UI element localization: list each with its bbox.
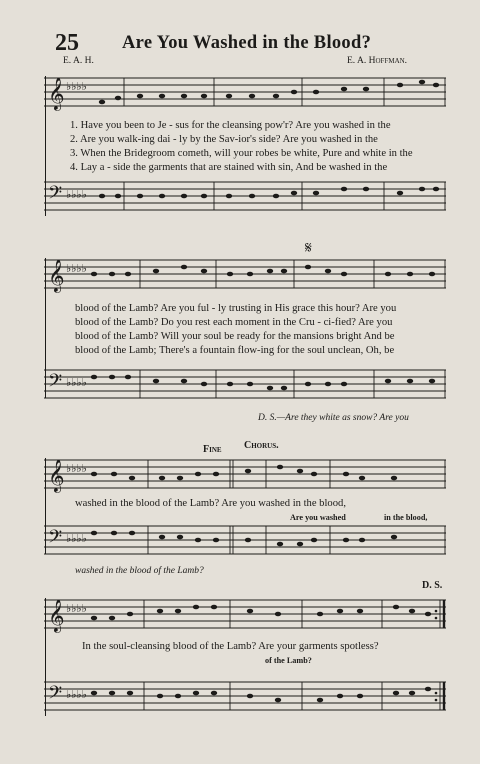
- verse-2-line-2: blood of the Lamb? Do you rest each moment in the Cru - ci-fied? Are you: [75, 317, 393, 328]
- system-1-bass-staff: [44, 180, 446, 216]
- system-4-bass-staff: [44, 680, 446, 716]
- svg-text:♭♭♭♭: ♭♭♭♭: [66, 689, 87, 701]
- svg-text:𝄢: 𝄢: [48, 370, 63, 395]
- ds-lyric-line: D. S.—Are they white as snow? Are you: [258, 413, 409, 423]
- svg-text:♭♭♭♭: ♭♭♭♭: [66, 377, 87, 389]
- ds-marking: D. S.: [422, 580, 443, 591]
- chorus-continuation: washed in the blood of the Lamb?: [75, 566, 204, 576]
- system-2-bass-staff: [44, 368, 446, 404]
- chorus-echo-2: in the blood,: [384, 513, 428, 522]
- svg-text:𝄢: 𝄢: [48, 526, 63, 551]
- system-3-bass-staff: [44, 524, 446, 560]
- verse-1-line-2: blood of the Lamb? Are you ful - ly trusting in His grace this hour? Are you: [75, 303, 397, 314]
- chorus-marking: Chorus.: [244, 440, 279, 451]
- svg-text:♭♭♭♭: ♭♭♭♭: [66, 81, 87, 93]
- verse-4-line-1: 4. Lay a - side the garments that are stained with sin, And be washed in the: [70, 162, 388, 173]
- svg-text:♭♭♭♭: ♭♭♭♭: [66, 533, 87, 545]
- words-credit: E. A. H.: [63, 56, 94, 66]
- verse-2-line-1: 2. Are you walk-ing dai - ly by the Sav-ior's side? Are you washed in the: [70, 134, 378, 145]
- fine-marking: Fine: [203, 444, 222, 455]
- system-4-treble-staff: [44, 598, 446, 634]
- svg-text:𝄢: 𝄢: [48, 182, 63, 207]
- svg-text:♭♭♭♭: ♭♭♭♭: [66, 463, 87, 475]
- svg-text:♭♭♭♭: ♭♭♭♭: [66, 189, 87, 201]
- system-3-treble-staff: [44, 458, 446, 494]
- hymn-number: 25: [55, 30, 79, 56]
- music-credit: E. A. Hoffman.: [347, 56, 408, 66]
- chorus-echo-3: of the Lamb?: [265, 656, 312, 665]
- svg-text:𝄞: 𝄞: [48, 601, 65, 632]
- svg-text:𝄞: 𝄞: [48, 79, 65, 110]
- chorus-echo-1: Are you washed: [290, 513, 346, 522]
- svg-text:♭♭♭♭: ♭♭♭♭: [66, 263, 87, 275]
- svg-text:𝄢: 𝄢: [48, 682, 63, 707]
- verse-3-line-2: blood of the Lamb? Will your soul be ready for the mansions bright And be: [75, 331, 395, 342]
- segno-sign: 𝄋: [305, 240, 312, 257]
- system-2-treble-staff: [44, 258, 446, 294]
- svg-text:♭♭♭♭: ♭♭♭♭: [66, 603, 87, 615]
- svg-text:𝄞: 𝄞: [48, 261, 65, 292]
- chorus-lyric-line-1: washed in the blood of the Lamb? Are you washed in the blood,: [75, 498, 346, 509]
- verse-4-line-2: blood of the Lamb; There's a fountain flow-ing for the soul unclean, Oh, be: [75, 345, 395, 356]
- svg-text:𝄞: 𝄞: [48, 461, 65, 492]
- verse-1-line-1: 1. Have you been to Je - sus for the cleansing pow'r? Are you washed in the: [70, 120, 391, 131]
- verse-3-line-1: 3. When the Bridegroom cometh, will your robes be white, Pure and white in the: [70, 148, 413, 159]
- system-1-treble-staff: [44, 76, 446, 112]
- hymn-title: Are You Washed in the Blood?: [122, 33, 372, 53]
- chorus-lyric-line-2: In the soul-cleansing blood of the Lamb? Are your garments spotless?: [82, 641, 379, 652]
